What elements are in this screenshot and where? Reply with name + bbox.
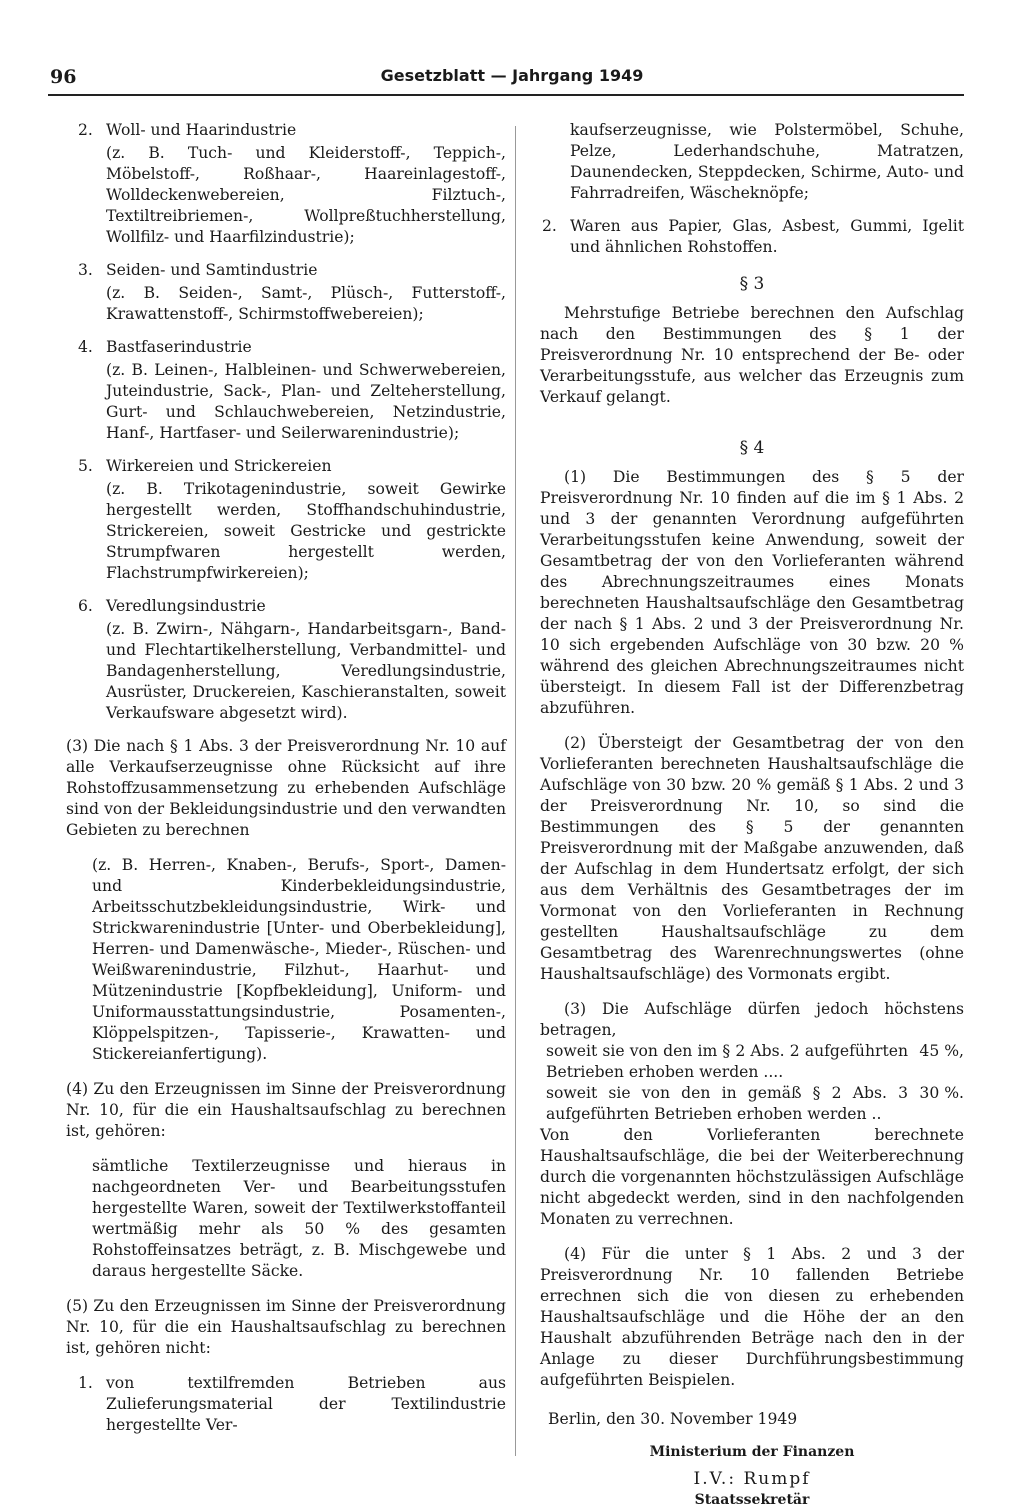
- left-column: [66, 120, 506, 1448]
- exclusion-item-continued: kaufserzeugnisse, wie Polstermöbel, Schuhe, Pelze, Lederhandschuhe, Matratzen, Daunendecken, Steppdecken, Schirme, Auto- und Fahrradreifen, Wäscheknöpfe;: [570, 121, 964, 202]
- exclusion-item: [540, 216, 964, 258]
- section-4-paragraph-2: (2) Übersteigt der Gesamtbetrag der von den Vorlieferanten berechneten Haushaltsaufschläge die Aufschläge von 30 bzw. 20 % gemäß § 1 Abs. 2 und 3 der Preisverordnung Nr. 10, so sind die Bestimmungen des § 5 der genannten Preisverordnung mit der Maßgabe anzuwenden, daß der Aufschlag in dem Hundertsatz erfolgt, der sich aus dem Verhältnis des Gesamtbetrages der im Vormonat von den Vorlieferanten in Rechnung gestellten Haushaltsaufschläge zu dem Gesamtbetrag des Warenrechnungswertes (ohne Haushaltsaufschläge) des Vormonats ergibt.: [540, 734, 964, 983]
- section-4-paragraph-4: (4) Für die unter § 1 Abs. 2 und 3 der Preisverordnung Nr. 10 fallenden Betriebe errechnen sich die von diesen zu erhebenden Haushaltsaufschläge und die Höhe der an den Haushalt abzuführenden Beträge nach den in der Anlage zu dieser Durchführungsbestimmung aufgeführten Beispielen.: [540, 1245, 964, 1389]
- item-title: Wirkereien und Strickereien: [106, 457, 332, 475]
- item-number: 2.: [542, 217, 557, 235]
- column-divider: [515, 126, 516, 1456]
- industry-item: [66, 456, 506, 584]
- industry-item: [66, 337, 506, 444]
- header-rule: [48, 94, 964, 96]
- item-number: 2.: [78, 121, 93, 139]
- limit-text: soweit sie von den in gemäß § 2 Abs. 3 aufgeführten Betrieben erhoben werden ..: [546, 1084, 908, 1123]
- signer-role: Staatssekretär: [694, 1492, 810, 1508]
- section-3-heading: § 3: [739, 274, 765, 294]
- paragraph-5-intro: (5) Zu den Erzeugnissen im Sinne der Preisverordnung Nr. 10, für die ein Haushaltsaufschlag zu berechnen ist, gehören nicht:: [66, 1297, 506, 1357]
- page-number: 96: [50, 66, 77, 88]
- item-detail: (z. B. Zwirn-, Nähgarn-, Handarbeitsgarn-, Band- und Flechtartikelherstellung, Verbandmittel- und Bandagenherstellung, Veredlungsindustrie, Ausrüster, Druckereien, Kaschieranstalten, soweit Verkaufsware abgesetzt wird).: [106, 620, 506, 722]
- limit-list: [540, 1041, 964, 1125]
- limit-row: [546, 1041, 964, 1083]
- section-4-heading: § 4: [739, 438, 765, 458]
- section-4-paragraph-1: (1) Die Bestimmungen des § 5 der Preisverordnung Nr. 10 finden auf die im § 1 Abs. 2 und 3 der genannten Verordnung aufgeführten Verarbeitungsstufen keine Anwendung, soweit der Gesamtbetrag der von den Vorlieferanten während des Abrechnungszeitraumes eines Monats berechneten Haushaltsaufschläge den Gesamtbetrag der nach § 1 Abs. 2 und 3 der Preisverordnung Nr. 10 sich ergebenden Aufschläge von 30 bzw. 20 % während des gleichen Abrechnungszeitraumes nicht übersteigt. In diesem Fall ist der Differenzbetrag abzuführen.: [540, 468, 964, 717]
- item-text: von textilfremden Betrieben aus Zulieferungsmaterial der Textilindustrie hergestellte Ver-: [106, 1374, 506, 1434]
- item-number: 6.: [78, 597, 93, 615]
- item-detail: (z. B. Trikotagenindustrie, soweit Gewirke hergestellt werden, Stoffhandschuhindustrie, Strickereien, soweit Gestricke und gestrickte Strumpfwaren hergestellt werden, Flachstrumpfwirkereien);: [106, 480, 506, 582]
- industry-item: [66, 120, 506, 248]
- item-title: Woll- und Haarindustrie: [106, 121, 297, 139]
- right-column: [540, 120, 964, 1511]
- ministry-name: Ministerium der Finanzen: [649, 1444, 855, 1460]
- place-and-date: Berlin, den 30. November 1949: [548, 1410, 798, 1428]
- item-title: Bastfaserindustrie: [106, 338, 252, 356]
- item-number: 1.: [78, 1374, 93, 1392]
- item-detail: (z. B. Tuch- und Kleiderstoff-, Teppich-, Möbelstoff-, Roßhaar-, Haareinlagestoff-, Wolldeckenwebereien, Filztuch-, Textiltreibriemen-, Wollpreßtuchherstellung, Wollfilz- und Haarfilzindustrie);: [106, 144, 506, 246]
- signature-block: [540, 1442, 964, 1511]
- item-number: 4.: [78, 338, 93, 356]
- limit-value: 45 %,: [919, 1042, 964, 1060]
- industry-item: [66, 596, 506, 724]
- limit-row: [546, 1083, 964, 1125]
- paragraph-3-intro: (3) Die nach § 1 Abs. 3 der Preisverordnung Nr. 10 auf alle Verkaufserzeugnisse ohne Rücksicht auf ihre Rohstoffzusammensetzung zu erhebenden Aufschläge sind von der Bekleidungsindustrie und den verwandten Gebieten zu berechnen: [66, 737, 506, 839]
- section-3-text: Mehrstufige Betriebe berechnen den Aufschlag nach den Bestimmungen des § 1 der Preisverordnung Nr. 10 entsprechend der Be- oder Verarbeitungsstufe, aus welcher das Erzeugnis zum Verkauf gelangt.: [540, 304, 964, 406]
- paragraph-3-detail: (z. B. Herren-, Knaben-, Berufs-, Sport-, Damen- und Kinderbekleidungsindustrie, Arbeitsschutzbekleidungsindustrie, Wirk- und Strickwarenindustrie [Unter- und Oberbekleidung], Herren- und Damenwäsche-, Mieder-, Rüschen- und Weißwarenindustrie, Filzhut-, Haarhut- und Mützenindustrie [Kopfbekleidung], Uniform- und Uniformausstattungsindustrie, Posamenten-, Klöppelspitzen-, Tapisserie-, Krawatten- und Stickereianfertigung).: [92, 856, 506, 1063]
- limit-value: 30 %.: [919, 1084, 964, 1102]
- item-title: Seiden- und Samtindustrie: [106, 261, 318, 279]
- item-detail: (z. B. Seiden-, Samt-, Plüsch-, Futterstoff-, Krawattenstoff-, Schirmstoffwebereien);: [106, 284, 506, 323]
- section-4-paragraph-3-rest: Von den Vorlieferanten berechnete Haushaltsaufschläge, die bei der Weiterberechnung durch die vorgenannten höchstzulässigen Aufschläge nicht abgedeckt werden, sind in den nachfolgenden Monaten zu verrechnen.: [540, 1126, 964, 1228]
- item-text: Waren aus Papier, Glas, Asbest, Gummi, Igelit und ähnlichen Rohstoffen.: [570, 217, 964, 256]
- item-number: 3.: [78, 261, 93, 279]
- paragraph-4-detail: sämtliche Textilerzeugnisse und hieraus in nachgeordneten Ver- und Bearbeitungsstufen hergestellte Waren, soweit der Textilwerkstoffanteil wertmäßig mehr als 50 % des gesamten Rohstoffeinsatzes beträgt, z. B. Mischgewebe und daraus hergestellte Säcke.: [92, 1157, 506, 1280]
- industry-item: [66, 260, 506, 325]
- exclusion-item: [66, 1373, 506, 1436]
- paragraph-4-intro: (4) Zu den Erzeugnissen im Sinne der Preisverordnung Nr. 10, für die ein Haushaltsaufschlag zu berechnen ist, gehören:: [66, 1080, 506, 1140]
- running-header: Gesetzblatt — Jahrgang 1949: [380, 66, 644, 85]
- item-title: Veredlungsindustrie: [106, 597, 266, 615]
- item-detail: (z. B. Leinen-, Halbleinen- und Schwerwebereien, Juteindustrie, Sack-, Plan- und Zelteherstellung, Gurt- und Schlauchwebereien, Netzindustrie, Hanf-, Hartfaser- und Seilerwarenindustrie);: [106, 361, 506, 442]
- section-4-paragraph-3-intro: (3) Die Aufschläge dürfen jedoch höchstens betragen,: [540, 1000, 964, 1039]
- item-number: 5.: [78, 457, 93, 475]
- limit-text: soweit sie von den im § 2 Abs. 2 aufgeführten Betrieben erhoben werden ....: [546, 1042, 908, 1081]
- signer-name: I.V.: Rumpf: [693, 1469, 811, 1489]
